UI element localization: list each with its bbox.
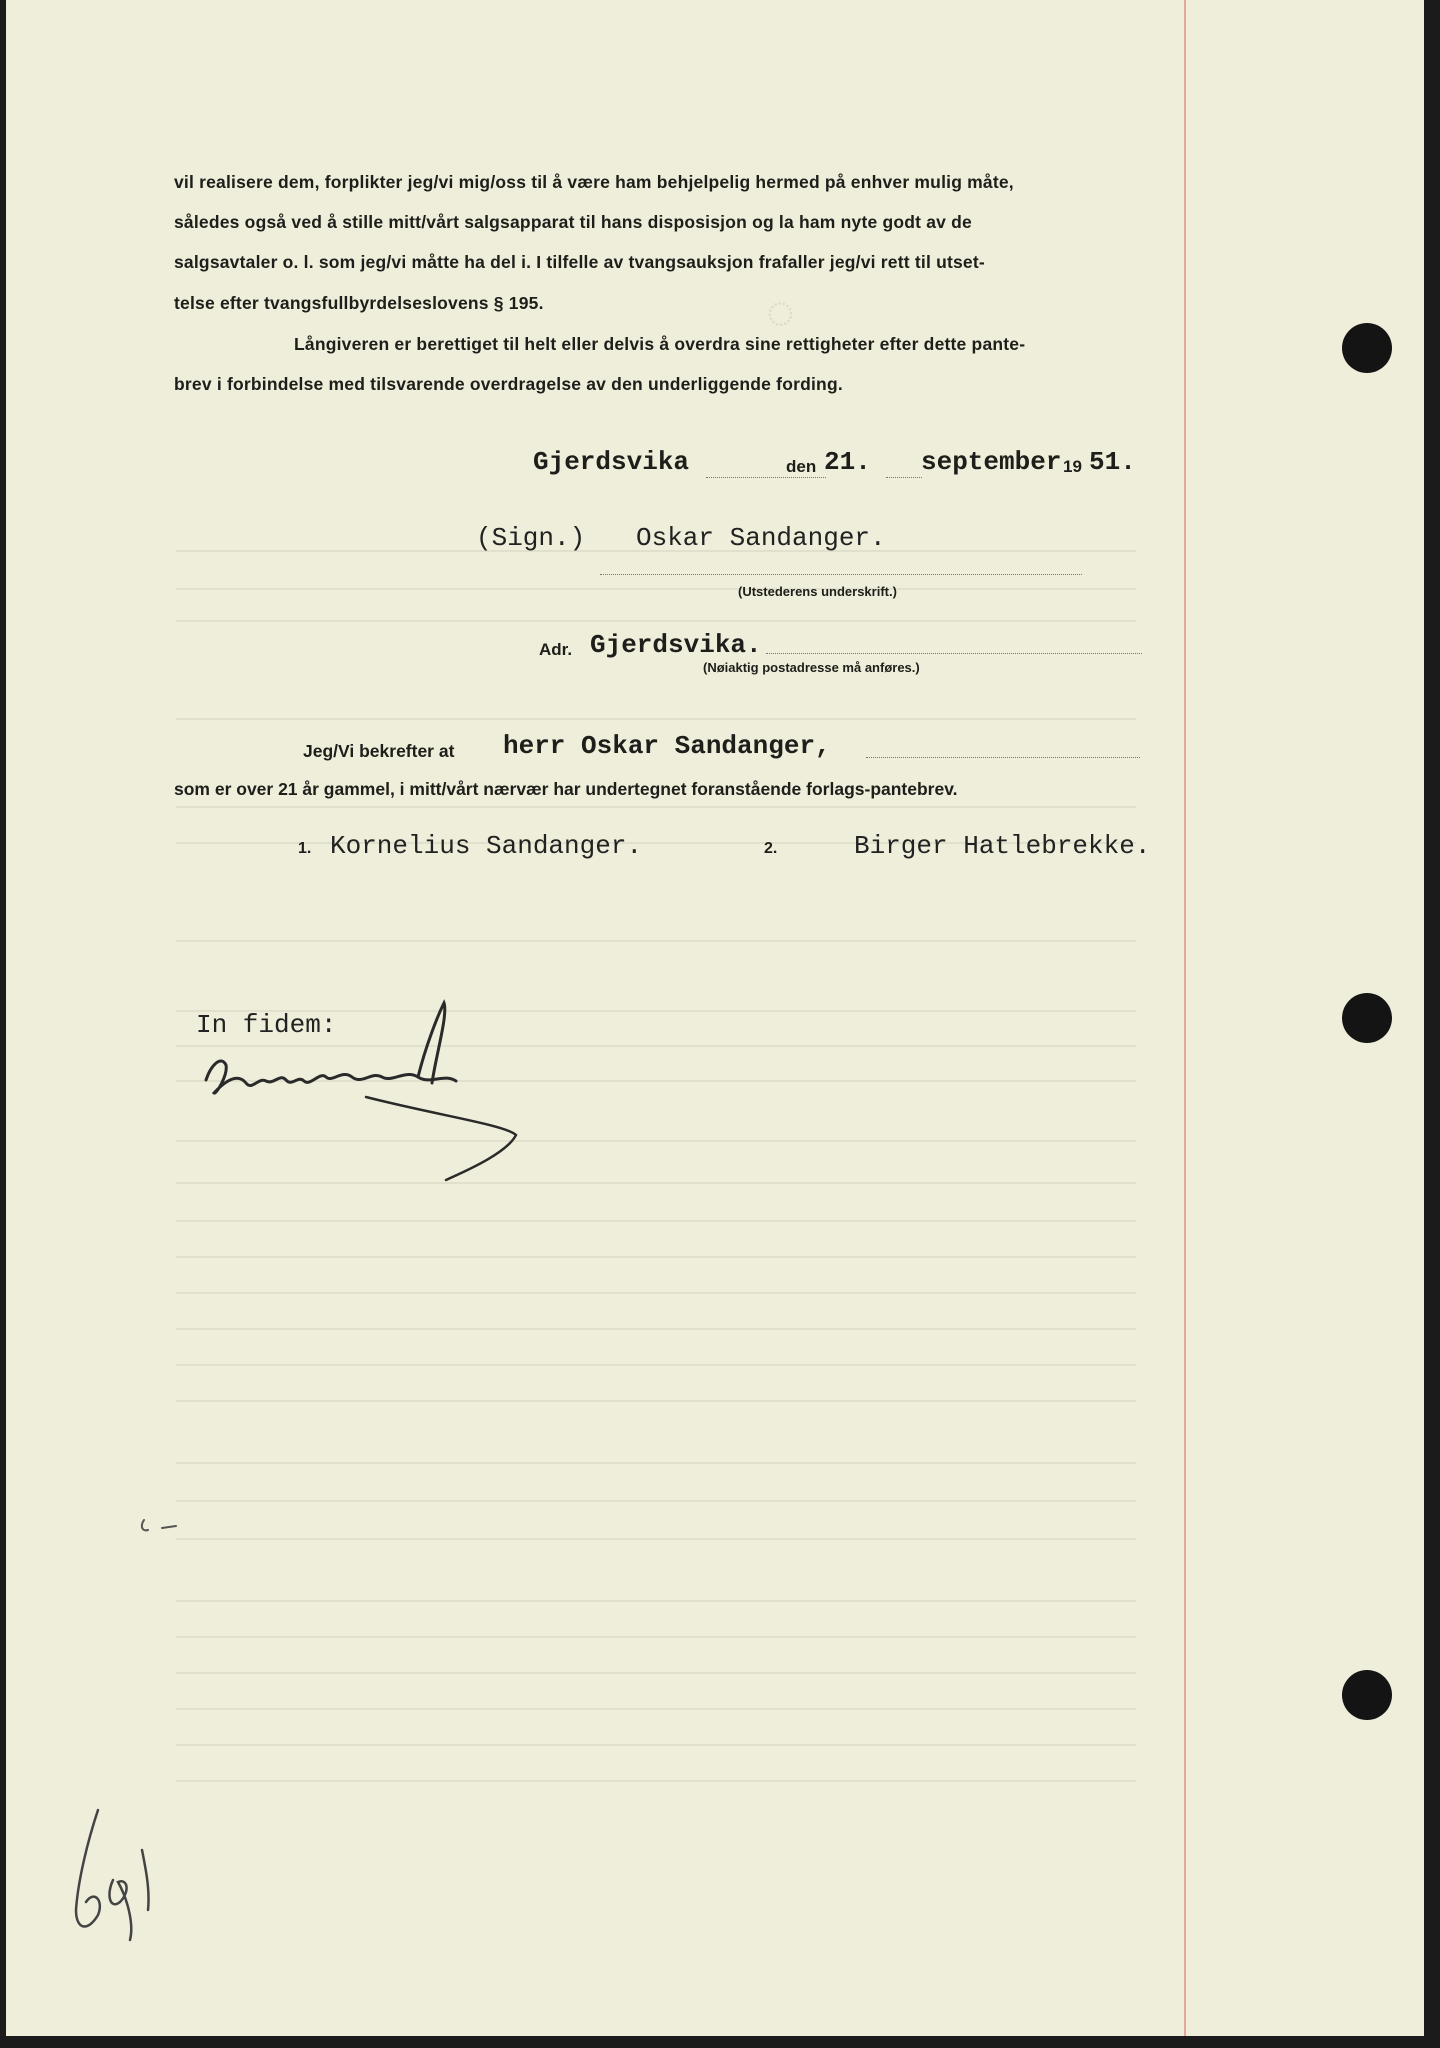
issuer-name: Oskar Sandanger. (636, 523, 886, 553)
address-caption: (Nøiaktig postadresse må anføres.) (703, 660, 920, 675)
confirmation-prefix: Jeg/Vi bekrefter at (303, 741, 455, 761)
in-fidem-label: In fidem: (196, 1010, 337, 1040)
bleed-through-line (176, 1292, 1136, 1294)
confirmation-name: herr Oskar Sandanger, (503, 731, 831, 761)
document-page (6, 0, 1424, 2036)
pencil-initials (58, 1790, 168, 1950)
bleed-through-line (176, 1538, 1136, 1540)
date-year-prefix: 19 (1063, 457, 1082, 476)
paragraph-line: salgsavtaler o. l. som jeg/vi måtte ha del i. I tilfelle av tvangsauksjon frafaller jeg/vi rett til utset- (174, 252, 985, 272)
punch-hole (1342, 323, 1392, 373)
handwritten-signature (186, 985, 686, 1185)
date-year-suffix: 51. (1089, 447, 1136, 477)
signature-caption: (Utstederens underskrift.) (738, 584, 897, 599)
bleed-through-line (176, 1328, 1136, 1330)
paragraph-line: telse efter tvangsfullbyrdelseslovens § 195. (174, 293, 544, 313)
witness-number: 2. (764, 840, 778, 857)
bleed-through-line (176, 806, 1136, 808)
paragraph-line: Långiveren er berettiget til helt eller delvis å overdra sine rettigheter efter dette pante- (294, 334, 1026, 354)
bleed-through-line (176, 1500, 1136, 1502)
paragraph-line: således også ved å stille mitt/vårt salgsapparat til hans disposisjon og la ham nyte godt av de (174, 212, 972, 232)
date-month: september (921, 447, 1062, 477)
witness-number: 1. (298, 840, 312, 857)
address-rule (766, 653, 1142, 654)
date-den-label: den (786, 457, 817, 476)
bleed-through-line (176, 1400, 1136, 1402)
bleed-through-line (176, 1364, 1136, 1366)
confirmation-line-2: som er over 21 år gammel, i mitt/vårt nærvær har undertegnet foranstående forlags-pantebrev. (174, 779, 958, 799)
paragraph-line: vil realisere dem, forplikter jeg/vi mig/oss til å være ham behjelpelig hermed på enhver mulig måte, (174, 172, 1014, 192)
bleed-through-line (176, 1744, 1136, 1746)
bleed-through-line (176, 1636, 1136, 1638)
bleed-through-stamp: ◌ (764, 285, 797, 340)
bleed-through-line (176, 1708, 1136, 1710)
dotted-rule (886, 477, 922, 478)
punch-hole (1342, 1670, 1392, 1720)
signature-rule (600, 574, 1082, 575)
paragraph-line: brev i forbindelse med tilsvarende overdragelse av den underliggende fording. (174, 374, 843, 394)
bleed-through-line (176, 620, 1136, 622)
bleed-through-line (176, 1600, 1136, 1602)
date-day: 21. (824, 447, 871, 477)
address-value: Gjerdsvika. (590, 630, 762, 660)
dotted-rule (706, 477, 826, 478)
sign-marker: (Sign.) (476, 523, 586, 553)
pencil-mark (136, 1510, 186, 1540)
confirmation-rule (866, 757, 1140, 758)
bleed-through-line (176, 1672, 1136, 1674)
date-place: Gjerdsvika (533, 447, 690, 477)
address-label: Adr. (539, 640, 573, 659)
punch-hole (1342, 993, 1392, 1043)
bleed-through-line (176, 588, 1136, 590)
bleed-through-line (176, 940, 1136, 942)
bleed-through-line (176, 1780, 1136, 1782)
witness-name: Birger Hatlebrekke. (854, 831, 1151, 861)
witness-name: Kornelius Sandanger. (330, 831, 643, 861)
bleed-through-line (176, 1256, 1136, 1258)
margin-rule (1184, 0, 1186, 2036)
bleed-through-line (176, 718, 1136, 720)
bleed-through-line (176, 1220, 1136, 1222)
bleed-through-line (176, 1462, 1136, 1464)
